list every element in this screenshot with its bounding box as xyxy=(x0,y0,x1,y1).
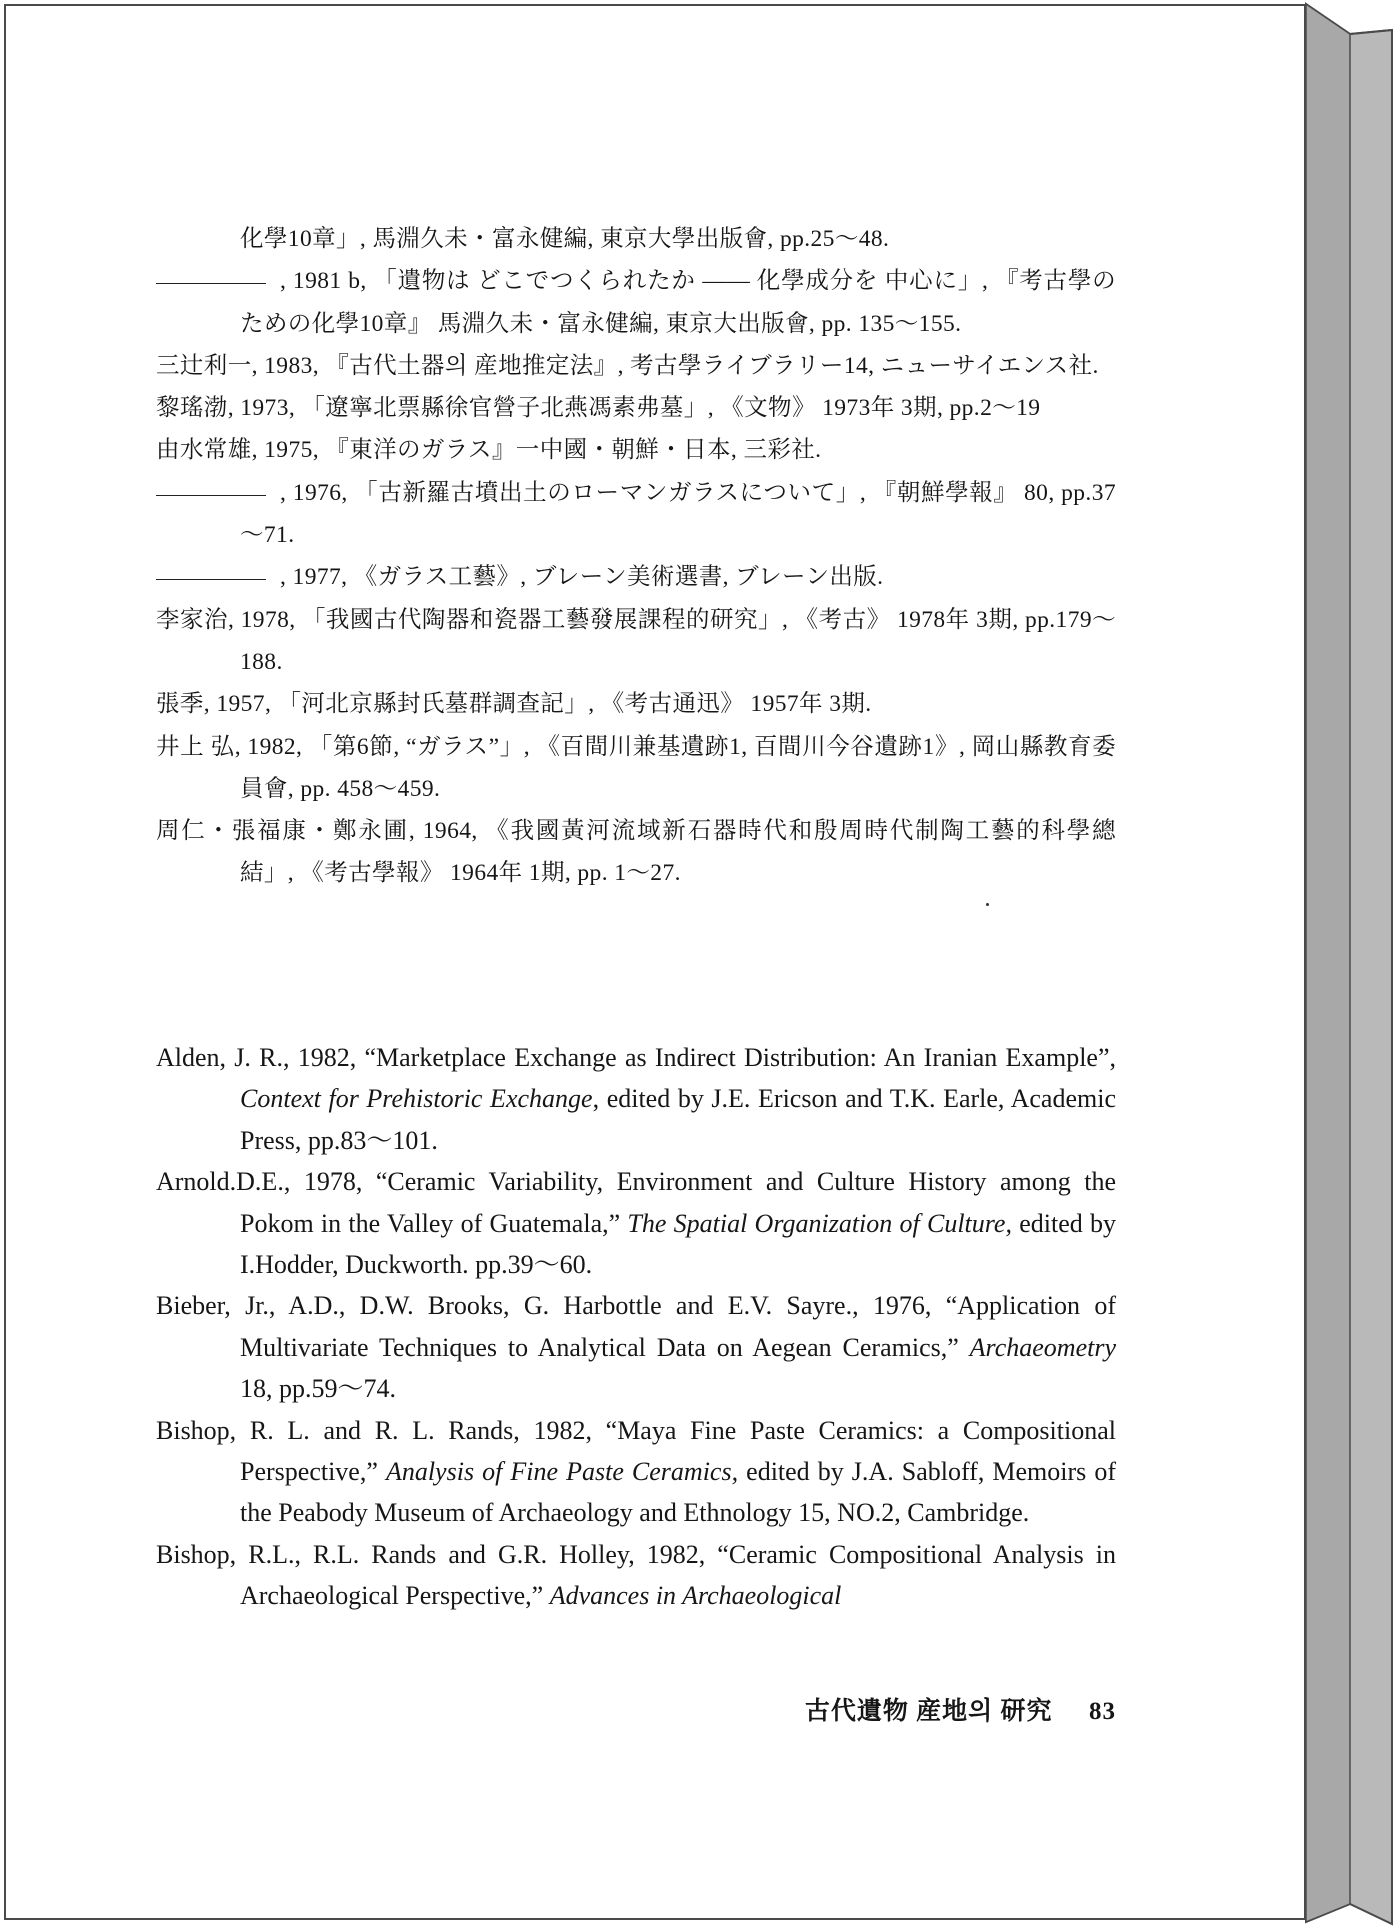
reference-item xyxy=(156,387,1116,429)
reference-text: Alden, J. R., 1982, “Marketplace Exchange as Indirect Distribution: An Iranian Example”, xyxy=(156,1043,1116,1072)
reference-text: 三辻利一, 1983, 『古代土器의 産地推定法』, 考古學ライブラリー14, ニューサイエンス社. xyxy=(156,352,1099,379)
reference-item xyxy=(156,472,1116,557)
reference-text: Bieber, Jr., A.D., D.W. Brooks, G. Harbottle and E.V. Sayre., 1976, “Application of Multivariate Techniques to Analytical Data on Aegean Ceramics,” xyxy=(156,1291,1116,1362)
book-edge-face xyxy=(1306,4,1350,1922)
reference-item xyxy=(156,810,1116,895)
reference-source-title: Advances in Archaeological xyxy=(549,1581,842,1611)
speck xyxy=(986,903,989,906)
reference-item xyxy=(156,1285,1116,1409)
reference-item xyxy=(156,599,1116,684)
reference-text: , 1976, 「古新羅古墳出土のローマンガラスについて」, 『朝鮮學報』 80, pp.37～71. xyxy=(240,479,1116,549)
reference-text: , 1981 b, 「遺物は どこでつくられたか —— 化學成分を 中心に」, 『考古學のための化學10章』 馬淵久未・富永健編, 東京大出版會, pp. 135～155. xyxy=(240,268,1116,337)
reference-text: 18, pp.59～74. xyxy=(240,1374,397,1404)
reference-text: Bishop, R.L., R.L. Rands and G.R. Holley, 1982, “Ceramic Compositional Analysis in Archaeological Perspective,” xyxy=(156,1539,1116,1611)
reference-text: , edited by J.E. Ericson and T.K. Earle, Academic Press, pp.83～101. xyxy=(240,1084,1116,1155)
reference-text: Arnold.D.E., 1978, “Ceramic Variability, Environment and Culture History among the Pokom in the Valley of Guatemala,” xyxy=(156,1167,1116,1238)
reference-item xyxy=(156,1410,1116,1534)
reference-item xyxy=(156,1534,1116,1617)
reference-item xyxy=(156,1161,1116,1285)
reference-item xyxy=(156,1037,1116,1161)
reference-text: edited by I.Hodder, Duckworth. pp.39～60. xyxy=(240,1208,1116,1280)
reference-source-title: Analysis of Fine Paste Ceramics, xyxy=(385,1457,739,1487)
reference-item xyxy=(156,218,1116,260)
reference-item xyxy=(156,726,1116,811)
page-footer xyxy=(700,1691,1116,1727)
reference-item xyxy=(156,429,1116,471)
reference-text: Bishop, R. L. and R. L. Rands, 1982, “Maya Fine Paste Ceramics: a Compositional Perspective,” xyxy=(156,1415,1116,1487)
page-number: 83 xyxy=(1089,1698,1116,1725)
running-title: 古代遺物 産地의 研究 xyxy=(804,1698,1053,1725)
reference-item xyxy=(156,556,1116,598)
reference-text: 周仁・張福康・鄭永圃, 1964, 《我國黃河流域新石器時代和殷周時代制陶工藝的科學總結」, 《考古學報》 1964年 1期, pp. 1～27. xyxy=(156,818,1116,887)
reference-text: 黎瑤渤, 1973, 「遼寧北票縣徐官營子北燕馮素弗墓」, 《文物》 1973年 3期, pp.2～19 xyxy=(156,395,1041,422)
reference-item xyxy=(156,683,1116,725)
reference-item xyxy=(156,260,1116,345)
japanese-reference-list xyxy=(156,218,1116,895)
reference-item xyxy=(156,345,1116,387)
reference-text: edited by J.A. Sabloff, Memoirs of the Peabody Museum of Archaeology and Ethnology 15, NO.2, Cambridge. xyxy=(240,1457,1116,1528)
reference-text: 由水常雄, 1975, 『東洋のガラス』一中國・朝鮮・日本, 三彩社. xyxy=(156,437,822,464)
reference-source-title: Archaeometry xyxy=(969,1332,1116,1362)
reference-source-title: The Spatial Organization of Culture, xyxy=(627,1208,1012,1238)
reference-text: 李家治, 1978, 「我國古代陶器和瓷器工藝發展課程的研究」, 《考古》 1978年 3期, pp.179～188. xyxy=(156,606,1116,675)
reference-source-title: Context for Prehistoric Exchange xyxy=(240,1084,593,1114)
reference-text: 化學10章」, 馬淵久未・富永健編, 東京大學出版會, pp.25～48. xyxy=(240,226,890,252)
reference-text: 張季, 1957, 「河北京縣封氏墓群調查記」, 《考古通迅》 1957年 3期. xyxy=(156,691,872,718)
reference-text: , 1977, 《ガラス工藝》, ブレーン美術選書, ブレーン出版. xyxy=(280,564,884,591)
reference-text: 井上 弘, 1982, 「第6節, “ガラス”」, 《百間川兼基遺跡1, 百間川今谷遺跡1》, 岡山縣教育委員會, pp. 458～459. xyxy=(156,733,1116,802)
english-reference-list xyxy=(156,1037,1116,1617)
